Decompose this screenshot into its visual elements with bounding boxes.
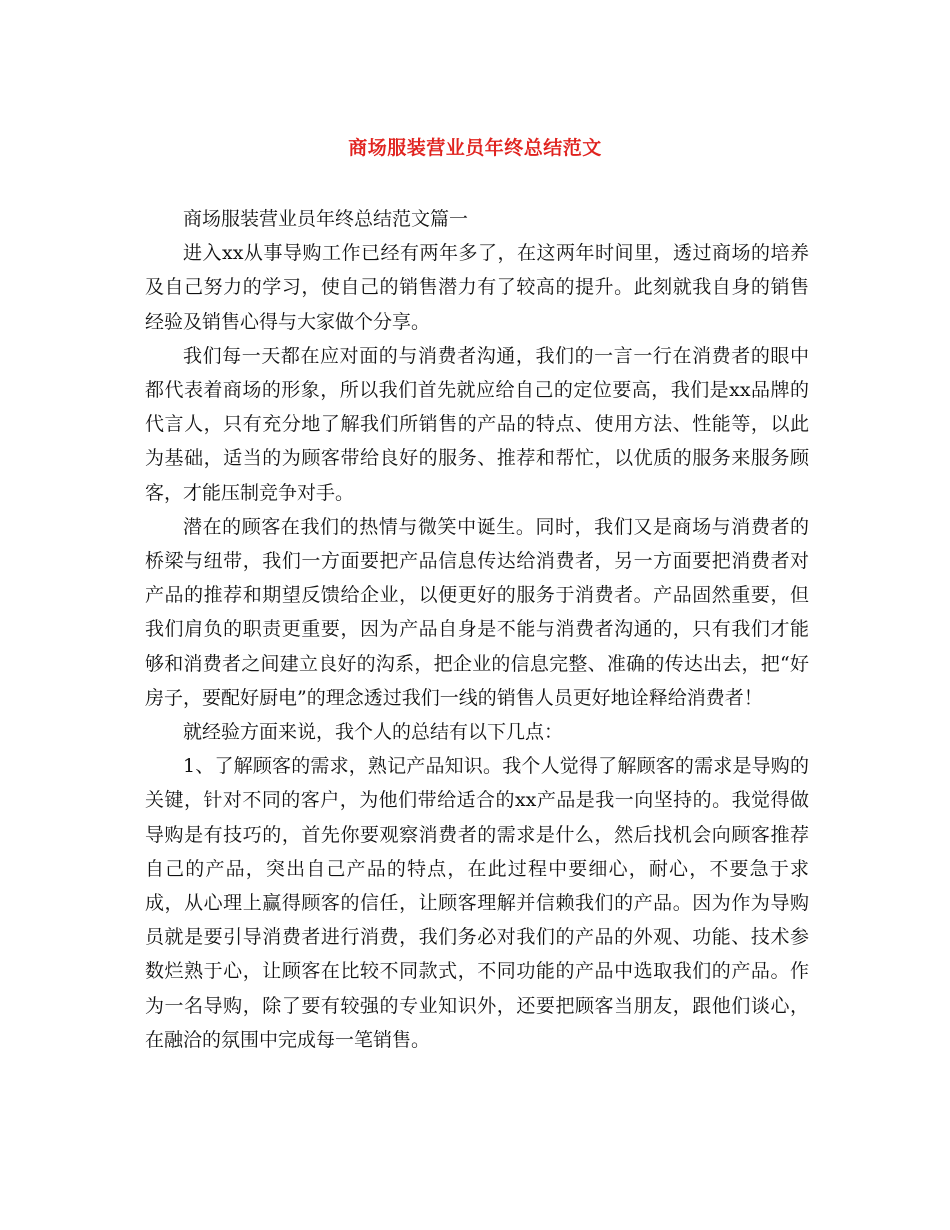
document-title: 商场服装营业员年终总结范文 [348, 137, 602, 159]
section-heading: 商场服装营业员年终总结范文篇一 [183, 208, 469, 230]
paragraph-image: 我们每一天都在应对面的与消费者沟通，我们的一言一行在消费者的眼中都代表着商场的形象，所以我们首先就应给自己的定位要高，我们是xx品牌的代言人，只有充分地了解我们所销售的产品的特点、使用方法、性能等，以此为基础，适当的为顾客带给良好的服务、推荐和帮忙，以优质的服务来服务顾客，才能压制竞争对手。 [145, 344, 809, 504]
paragraph-intro: 进入xx从事导购工作已经有两年多了，在这两年时间里，透过商场的培养及自己努力的学习，使自己的销售潜力有了较高的提升。此刻就我自身的销售经验及销售心得与大家做个分享。 [145, 242, 809, 333]
paragraph-summary-lead: 就经验方面来说，我个人的总结有以下几点： [183, 721, 564, 744]
document-body [145, 202, 809, 1057]
paragraph-bridge: 潜在的顾客在我们的热情与微笑中诞生。同时，我们又是商场与消费者的桥梁与纽带，我们一方面要把产品信息传达给消费者，另一方面要把消费者对产品的推荐和期望反馈给企业，以便更好的服务于消费者。产品固然重要，但我们肩负的职责更重要，因为产品自身是不能与消费者沟通的，只有我们才能够和消费者之间建立良好的沟系，把企业的信息完整、准确的传达出去，把“好房子，要配好厨电”的理念透过我们一线的销售人员更好地诠释给消费者！ [145, 515, 809, 709]
paragraph-point-1: 1、了解顾客的需求，熟记产品知识。我个人觉得了解顾客的需求是导购的关键，针对不同的客户，为他们带给适合的xx产品是我一向坚持的。我觉得做导购是有技巧的，首先你要观察消费者的需求是什么，然后找机会向顾客推荐自己的产品，突出自己产品的特点，在此过程中要细心，耐心，不要急于求成，从心理上赢得顾客的信任，让顾客理解并信赖我们的产品。因为作为导购员就是要引导消费者进行消费，我们务必对我们的产品的外观、功能、技术参数烂熟于心，让顾客在比较不同款式，不同功能的产品中选取我们的产品。作为一名导购，除了要有较强的专业知识外，还要把顾客当朋友，跟他们谈心，在融洽的氛围中完成每一笔销售。 [145, 755, 809, 1051]
